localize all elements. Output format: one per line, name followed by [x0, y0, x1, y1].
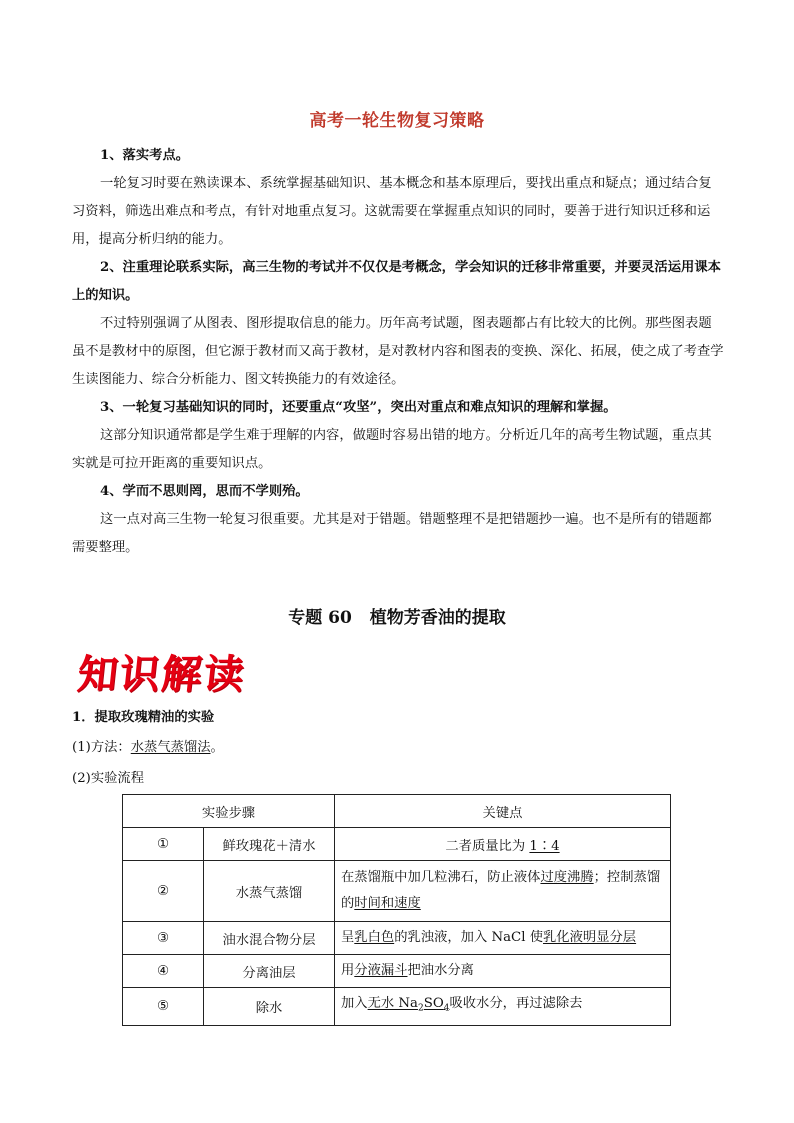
- keypoint-text: 把油水分离: [407, 963, 474, 978]
- step-keypoint: [335, 828, 671, 861]
- method-value: 水蒸气蒸馏法: [130, 740, 211, 755]
- step-number: ③: [123, 922, 204, 955]
- strategy-heading-4: 4、学而不思则罔，思而不学则殆。: [100, 484, 309, 499]
- topic-title: [0, 603, 794, 628]
- strategy-body-2: 不过特别强调了从图表、图形提取信息的能力。历年高考试题，图表题都占有比较大的比例。那些图表题虽不是教材中的原图，但它源于教材而又高于教材，是对教材内容和图表的变换、深化、拓展，使之成了考查学生读图能力、综合分析能力、图文转换能力的有效途径。: [72, 316, 724, 387]
- method-label: (1)方法：: [72, 740, 131, 755]
- strategy-heading-1: 1、落实考点。: [100, 148, 190, 163]
- table-header-steps: 实验步骤: [123, 795, 335, 828]
- step-keypoint: [335, 922, 671, 955]
- table-row: [123, 988, 671, 1026]
- keypoint-text: 呈: [341, 930, 355, 945]
- step-number: ④: [123, 955, 204, 988]
- topic-number: 专题 60: [288, 608, 352, 628]
- formula-subscript: 4: [443, 1003, 450, 1014]
- keypoint-underlined: 1∶4: [529, 838, 560, 854]
- step-keypoint: [335, 861, 671, 922]
- main-title: 高考一轮生物复习策略: [309, 111, 485, 131]
- formula-part: SO: [423, 996, 444, 1011]
- keypoint-text: ；控制蒸馏的: [341, 870, 661, 911]
- step-name: 分离油层: [204, 955, 335, 988]
- keypoint-underlined: 乳化液明显分层: [543, 930, 637, 945]
- strategy-section: [72, 142, 724, 562]
- step-name: 除水: [204, 988, 335, 1026]
- keypoint-text: 用: [341, 963, 355, 978]
- strategy-heading-2: 2、注重理论联系实际，高三生物的考试并不仅仅是考概念，学会知识的迁移非常重要，并要灵活运用课本上的知识。: [72, 260, 721, 303]
- flow-label: (2)实验流程: [72, 771, 145, 786]
- step-keypoint: [335, 955, 671, 988]
- method-end: 。: [210, 740, 224, 755]
- section-1-title: 1．提取玫瑰精油的实验: [72, 710, 215, 725]
- keypoint-text: 的乳浊液，加入 NaCl 使: [394, 930, 544, 945]
- keypoint-text: 在蒸馏瓶中加几粒沸石，防止液体: [341, 870, 541, 885]
- knowledge-banner: 知识解读: [75, 652, 249, 698]
- method-line: [72, 736, 224, 755]
- step-name: 鲜玫瑰花＋清水: [204, 828, 335, 861]
- keypoint-underlined: 分液漏斗: [354, 963, 408, 978]
- topic-name: 植物芳香油的提取: [369, 608, 506, 628]
- step-number: ②: [123, 861, 204, 922]
- keypoint-text: 吸收水分，再过滤除去: [449, 996, 583, 1011]
- table-row: [123, 922, 671, 955]
- strategy-body-3: 这部分知识通常都是学生难于理解的内容，做题时容易出错的地方。分析近几年的高考生物试题，重点其实就是可拉开距离的重要知识点。: [72, 428, 712, 471]
- experiment-steps-table: [122, 794, 671, 1026]
- formula-part: 无水 Na: [367, 996, 418, 1011]
- step-number: ⑤: [123, 988, 204, 1026]
- keypoint-underlined: 时间和速度: [354, 896, 421, 911]
- strategy-body-1: 一轮复习时要在熟读课本、系统掌握基础知识、基本概念和基本原理后，要找出重点和疑点；通过结合复习资料，筛选出难点和考点，有针对地重点复习。这就需要在掌握重点知识的同时，要善于进行知识迁移和运用，提高分析归纳的能力。: [72, 176, 712, 247]
- table-row: [123, 828, 671, 861]
- step-name: 水蒸气蒸馏: [204, 861, 335, 922]
- keypoint-underlined: 乳白色: [354, 930, 395, 945]
- formula-subscript: 2: [417, 1003, 424, 1014]
- keypoint-text: 加入: [341, 996, 368, 1011]
- table-header-keypoints: 关键点: [335, 795, 671, 828]
- table-row: [123, 861, 671, 922]
- step-name: 油水混合物分层: [204, 922, 335, 955]
- table-row: [123, 955, 671, 988]
- step-number: ①: [123, 828, 204, 861]
- step-keypoint: [335, 988, 671, 1026]
- strategy-body-4: 这一点对高三生物一轮复习很重要。尤其是对于错题。错题整理不是把错题抄一遍。也不是所有的错题都需要整理。: [72, 512, 712, 555]
- keypoint-underlined: [367, 996, 450, 1014]
- keypoint-text: 二者质量比为: [445, 838, 530, 854]
- table-header-row: [123, 795, 671, 828]
- keypoint-underlined: 过度沸腾: [540, 870, 594, 885]
- strategy-heading-3: 3、一轮复习基础知识的同时，还要重点“攻坚”，突出对重点和难点知识的理解和掌握。: [100, 400, 617, 415]
